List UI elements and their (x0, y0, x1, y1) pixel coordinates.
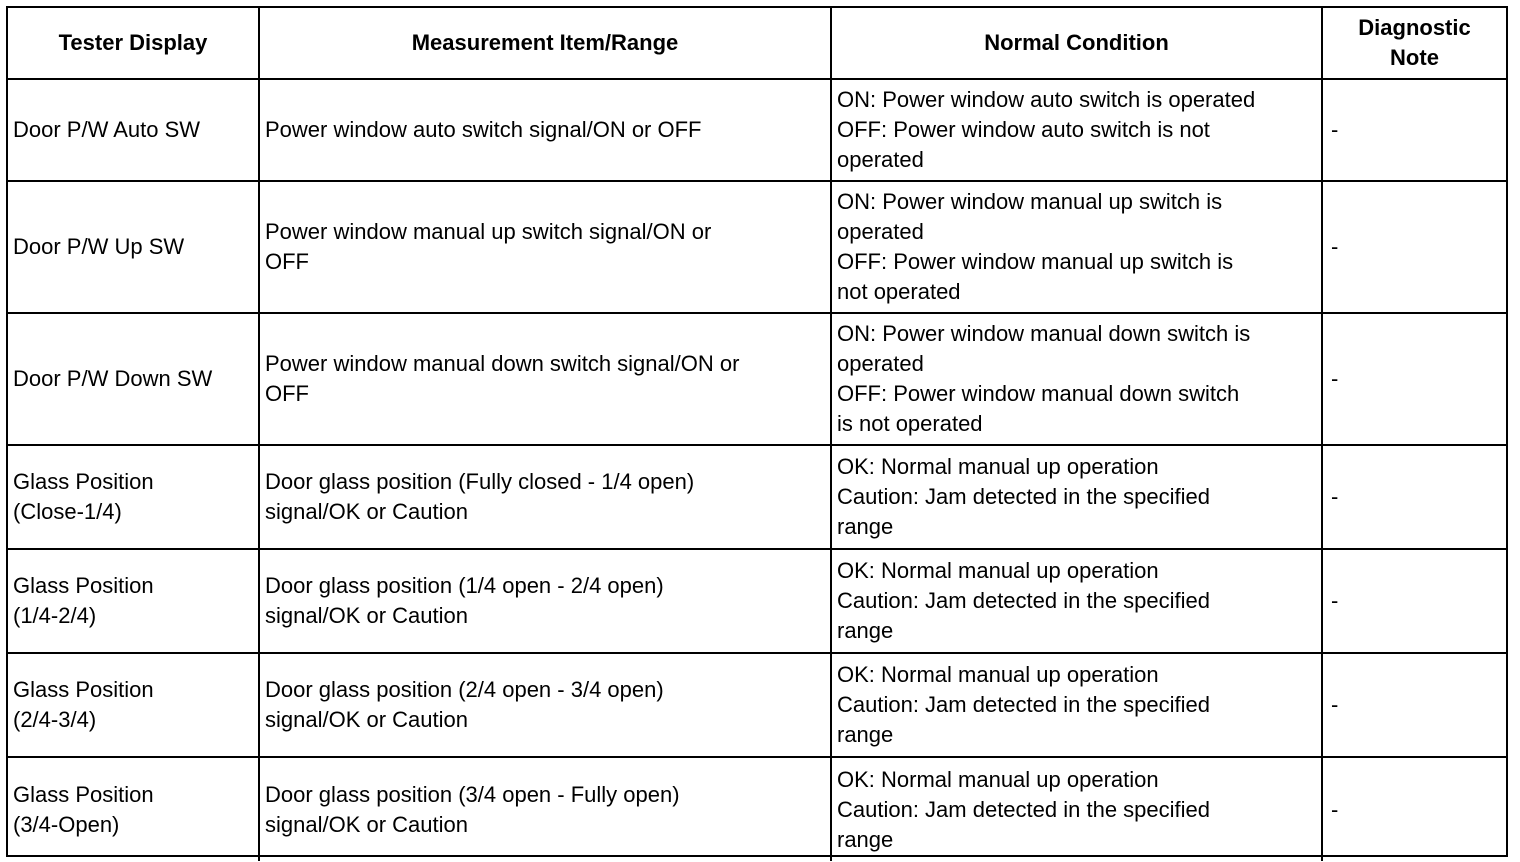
tester-display-cell (8, 549, 259, 653)
cell-line: Door glass position (2/4 open - 3/4 open) (265, 677, 664, 702)
measurement-cell (259, 445, 831, 549)
cell-line: OFF (265, 249, 309, 274)
table-row (8, 181, 1506, 313)
cell-line: signal/OK or Caution (265, 707, 468, 732)
cell-line: (Close-1/4) (13, 499, 122, 524)
cell-line: OFF: Power window manual down switch (837, 381, 1240, 406)
cell-line: OK: Normal manual up operation (837, 662, 1159, 687)
cell-line: Door glass position (Fully closed - 1/4 open) (265, 469, 695, 494)
cell-line: range (837, 826, 894, 852)
header-row (8, 8, 1506, 79)
cell-line: signal/OK or Caution (265, 603, 468, 628)
cell-line: Caution: Jam detected in the specified (837, 796, 1211, 822)
cell-line: Glass Position (13, 469, 154, 494)
table-row (8, 313, 1506, 445)
measurement-cell (259, 79, 831, 181)
tester-display-cell (8, 653, 259, 757)
cell-line: Caution: Jam detected in the specified (837, 692, 1211, 717)
cell-line: operated (837, 147, 924, 172)
cell-line: signal/OK or Caution (265, 811, 468, 837)
cell-line: Door P/W Auto SW (13, 117, 201, 142)
cell-line: OFF (265, 381, 309, 406)
header-measurement-item: Measurement Item/Range (259, 8, 831, 79)
cell-line: Glass Position (13, 573, 154, 598)
normal-condition-cell (831, 445, 1322, 549)
cell-line: Door P/W Down SW (13, 366, 213, 391)
table-row (8, 653, 1506, 757)
table-row (8, 757, 1506, 861)
cell-line: range (837, 722, 894, 747)
cell-line: Power window auto switch signal/ON or OFF (265, 117, 702, 142)
diagnostic-note-cell: - (1322, 445, 1506, 549)
diagnostic-note-cell: - (1322, 549, 1506, 653)
cell-line: not operated (837, 279, 961, 304)
diagnostic-note-cell: - (1322, 313, 1506, 445)
measurement-cell (259, 181, 831, 313)
diagnostic-note-cell: - (1322, 757, 1506, 861)
normal-condition-cell (831, 181, 1322, 313)
diagnostic-note-cell: - (1322, 79, 1506, 181)
cell-line: (3/4-Open) (13, 811, 120, 837)
cell-line: Power window manual up switch signal/ON or (265, 219, 712, 244)
cell-line: signal/OK or Caution (265, 499, 468, 524)
table-row (8, 445, 1506, 549)
cell-line: is not operated (837, 411, 983, 436)
cell-line: (2/4-3/4) (13, 707, 97, 732)
cell-line: operated (837, 351, 924, 376)
cell-line: Caution: Jam detected in the specified (837, 484, 1211, 509)
measurement-cell (259, 757, 831, 861)
normal-condition-cell (831, 653, 1322, 757)
cell-line: Glass Position (13, 677, 154, 702)
normal-condition-cell (831, 79, 1322, 181)
diagnostic-data-table (8, 8, 1506, 861)
cell-line: ON: Power window manual down switch is (837, 321, 1251, 346)
normal-condition-cell (831, 757, 1322, 861)
cell-line: Door P/W Up SW (13, 234, 185, 259)
diagnostic-note-cell: - (1322, 653, 1506, 757)
cell-line: OK: Normal manual up operation (837, 454, 1159, 479)
cell-line: ON: Power window auto switch is operated (837, 87, 1256, 112)
table-row (8, 79, 1506, 181)
header-diagnostic-note (1322, 8, 1506, 79)
tester-display-cell (8, 181, 259, 313)
cell-line: Door glass position (1/4 open - 2/4 open) (265, 573, 664, 598)
measurement-cell (259, 653, 831, 757)
tester-display-cell (8, 313, 259, 445)
header-tester-display: Tester Display (8, 8, 259, 79)
cell-line: Door glass position (3/4 open - Fully open) (265, 781, 680, 807)
cell-line: Caution: Jam detected in the specified (837, 588, 1211, 613)
normal-condition-cell (831, 549, 1322, 653)
cell-line: OFF: Power window manual up switch is (837, 249, 1234, 274)
cell-line: range (837, 514, 894, 539)
cell-line: OK: Normal manual up operation (837, 558, 1159, 583)
tester-display-cell (8, 79, 259, 181)
diagnostic-note-cell: - (1322, 181, 1506, 313)
cell-line: ON: Power window manual up switch is (837, 189, 1223, 214)
tester-display-cell (8, 757, 259, 861)
cell-line: OK: Normal manual up operation (837, 766, 1159, 792)
cell-line: range (837, 618, 894, 643)
cell-line: operated (837, 219, 924, 244)
table-row (8, 549, 1506, 653)
measurement-cell (259, 549, 831, 653)
cell-line: Power window manual down switch signal/ON or (265, 351, 740, 376)
measurement-cell (259, 313, 831, 445)
cell-line: Glass Position (13, 781, 154, 807)
diagnostic-data-table-frame (6, 6, 1508, 857)
header-diagnostic-note-line1: Diagnostic (1358, 15, 1471, 40)
cell-line: OFF: Power window auto switch is not (837, 117, 1210, 142)
header-normal-condition: Normal Condition (831, 8, 1322, 79)
tester-display-cell (8, 445, 259, 549)
header-diagnostic-note-line2: Note (1390, 45, 1439, 70)
cell-line: (1/4-2/4) (13, 603, 97, 628)
normal-condition-cell (831, 313, 1322, 445)
